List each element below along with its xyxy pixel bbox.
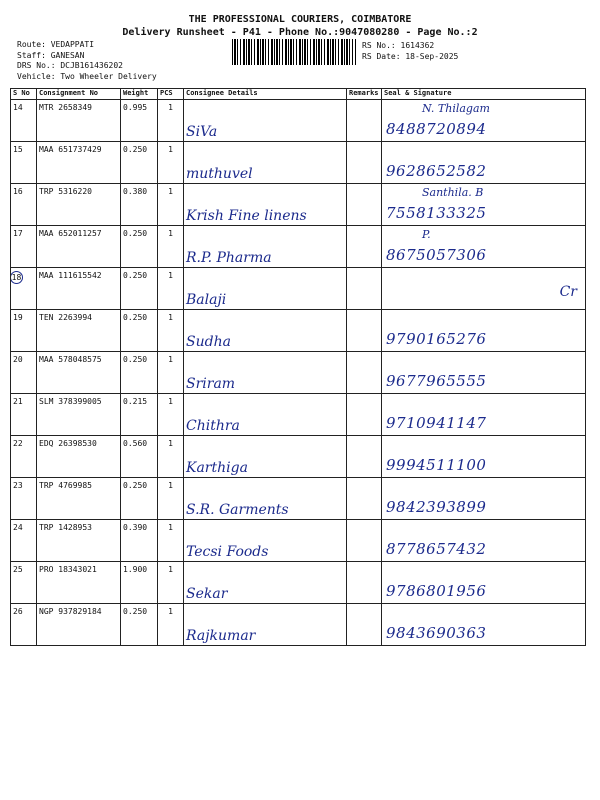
- table-row: [11, 562, 586, 604]
- signature-area: [382, 352, 585, 392]
- consignment-number: PRO 18343021: [39, 565, 97, 574]
- table-row: [11, 142, 586, 184]
- cell-remarks: [347, 520, 382, 562]
- signature-area: [382, 100, 585, 140]
- pcs-value: 1: [168, 271, 173, 280]
- circled-serial-mark: 18: [11, 273, 22, 282]
- cell-remarks: [347, 604, 382, 646]
- pcs-value: 1: [168, 103, 173, 112]
- cell-weight: [121, 226, 158, 268]
- cell-consignee: [184, 562, 347, 604]
- signature-phone: 8778657432: [386, 540, 487, 558]
- cell-consignee: [184, 352, 347, 394]
- cell-sno: [11, 562, 37, 604]
- pcs-value: 1: [168, 397, 173, 406]
- cell-consignment: [37, 226, 121, 268]
- cell-signature: [382, 142, 586, 184]
- runsheet-subtitle: Delivery Runsheet - P41 - Phone No.:9047080280 - Page No.:2: [122, 27, 478, 38]
- cell-weight: [121, 478, 158, 520]
- rs-no-label: RS No.: 1614362: [362, 41, 435, 50]
- signature-area: [382, 478, 585, 518]
- cell-consignment: [37, 352, 121, 394]
- signature-scribble: Cr: [559, 284, 577, 300]
- pcs-value: 1: [168, 313, 173, 322]
- consignee-name: Rajkumar: [186, 628, 256, 644]
- pcs-value: 1: [168, 355, 173, 364]
- cell-pcs: [158, 478, 184, 520]
- cell-consignee: [184, 520, 347, 562]
- consignment-number: NGP 937829184: [39, 607, 102, 616]
- cell-sno: [11, 520, 37, 562]
- delivery-table: [10, 88, 586, 646]
- table-row: [11, 352, 586, 394]
- cell-consignment: [37, 268, 121, 310]
- signature-phone: 8675057306: [386, 246, 487, 264]
- serial-number: 15: [13, 145, 23, 154]
- pcs-value: 1: [168, 439, 173, 448]
- cell-consignment: [37, 604, 121, 646]
- cell-consignee: [184, 226, 347, 268]
- weight-value: 0.380: [123, 187, 148, 196]
- signature-phone: 9790165276: [386, 330, 487, 348]
- cell-signature: [382, 226, 586, 268]
- weight-value: 0.250: [123, 271, 148, 280]
- pcs-value: 1: [168, 565, 173, 574]
- cell-sno: [11, 478, 37, 520]
- signature-area: [382, 436, 585, 476]
- consignee-name: Krish Fine linens: [186, 208, 307, 224]
- serial-number: 23: [13, 481, 23, 490]
- cell-consignment: [37, 100, 121, 142]
- weight-value: 0.250: [123, 481, 148, 490]
- signature-area: [382, 604, 585, 644]
- signature-phone: 9842393899: [386, 498, 487, 516]
- cell-weight: [121, 520, 158, 562]
- cell-remarks: [347, 562, 382, 604]
- route-label: Route: VEDAPPATI: [17, 40, 95, 49]
- cell-weight: [121, 268, 158, 310]
- cell-consignee: [184, 100, 347, 142]
- serial-number: 25: [13, 565, 23, 574]
- cell-consignee: [184, 394, 347, 436]
- consignee-name: muthuvel: [186, 166, 253, 182]
- cell-signature: [382, 394, 586, 436]
- consignee-name: Sudha: [186, 334, 231, 350]
- pcs-value: 1: [168, 523, 173, 532]
- cell-consignment: [37, 310, 121, 352]
- cell-consignment: [37, 142, 121, 184]
- consignment-number: MTR 2658349: [39, 103, 92, 112]
- consignee-name: Tecsi Foods: [186, 544, 269, 560]
- cell-remarks: [347, 436, 382, 478]
- cell-sno: [11, 268, 37, 310]
- serial-number: 22: [13, 439, 23, 448]
- runsheet-meta-right: [362, 41, 458, 62]
- cell-pcs: [158, 142, 184, 184]
- signature-phone: 9994511100: [386, 456, 487, 474]
- runsheet-meta-left: [17, 40, 157, 82]
- cell-consignee: [184, 604, 347, 646]
- signature-name: N. Thilagam: [422, 102, 490, 115]
- col-header-remarks: Remarks: [347, 89, 382, 100]
- cell-sno: [11, 352, 37, 394]
- cell-pcs: [158, 226, 184, 268]
- consignment-number: MAA 111615542: [39, 271, 102, 280]
- weight-value: 0.250: [123, 229, 148, 238]
- consignee-name: Sriram: [186, 376, 236, 392]
- signature-area: [382, 562, 585, 602]
- pcs-value: 1: [168, 229, 173, 238]
- signature-area: [382, 310, 585, 350]
- cell-remarks: [347, 226, 382, 268]
- signature-area: [382, 184, 585, 224]
- cell-signature: [382, 352, 586, 394]
- col-header-signature: Seal & Signature: [382, 89, 586, 100]
- company-title: THE PROFESSIONAL COURIERS, COIMBATORE: [188, 14, 412, 25]
- signature-phone: 9843690363: [386, 624, 487, 642]
- weight-value: 0.390: [123, 523, 148, 532]
- serial-number: 26: [13, 607, 23, 616]
- table-row: [11, 520, 586, 562]
- cell-remarks: [347, 268, 382, 310]
- delivery-table-container: [10, 88, 585, 646]
- consignment-number: MAA 652011257: [39, 229, 102, 238]
- cell-consignee: [184, 478, 347, 520]
- signature-area: [382, 520, 585, 560]
- serial-number: 19: [13, 313, 23, 322]
- signature-area: [382, 142, 585, 182]
- pcs-value: 1: [168, 187, 173, 196]
- table-row: [11, 268, 586, 310]
- cell-signature: [382, 604, 586, 646]
- weight-value: 0.250: [123, 313, 148, 322]
- cell-pcs: [158, 604, 184, 646]
- pcs-value: 1: [168, 607, 173, 616]
- consignee-name: S.R. Garments: [186, 502, 289, 518]
- pcs-value: 1: [168, 145, 173, 154]
- weight-value: 0.995: [123, 103, 148, 112]
- cell-weight: [121, 352, 158, 394]
- cell-pcs: [158, 394, 184, 436]
- table-row: [11, 436, 586, 478]
- pcs-value: 1: [168, 481, 173, 490]
- signature-area: [382, 226, 585, 266]
- cell-signature: [382, 310, 586, 352]
- signature-area: [382, 394, 585, 434]
- vehicle-label: Vehicle: Two Wheeler Delivery: [17, 71, 157, 81]
- serial-number: 21: [13, 397, 23, 406]
- weight-value: 0.560: [123, 439, 148, 448]
- barcode-image: [232, 39, 356, 65]
- cell-signature: [382, 520, 586, 562]
- weight-value: 1.900: [123, 565, 148, 574]
- consignment-number: TRP 4769985: [39, 481, 92, 490]
- signature-phone: 9710941147: [386, 414, 487, 432]
- cell-remarks: [347, 310, 382, 352]
- cell-remarks: [347, 142, 382, 184]
- cell-consignee: [184, 142, 347, 184]
- cell-weight: [121, 394, 158, 436]
- cell-consignee: [184, 310, 347, 352]
- consignment-number: EDQ 26398530: [39, 439, 97, 448]
- cell-signature: [382, 478, 586, 520]
- signature-phone: 8488720894: [386, 120, 487, 138]
- consignee-name: R.P. Pharma: [186, 250, 272, 266]
- cell-sno: [11, 100, 37, 142]
- cell-weight: [121, 562, 158, 604]
- drs-label: DRS No.: DCJB161436202: [17, 61, 123, 70]
- staff-label: Staff: GANESAN: [17, 50, 85, 60]
- cell-consignment: [37, 394, 121, 436]
- serial-number: 14: [13, 103, 23, 112]
- serial-number: 17: [13, 229, 23, 238]
- weight-value: 0.250: [123, 145, 148, 154]
- cell-sno: [11, 184, 37, 226]
- cell-consignment: [37, 436, 121, 478]
- cell-consignment: [37, 562, 121, 604]
- serial-number: 24: [13, 523, 23, 532]
- cell-remarks: [347, 394, 382, 436]
- consignment-number: MAA 651737429: [39, 145, 102, 154]
- cell-consignee: [184, 268, 347, 310]
- cell-signature: [382, 268, 586, 310]
- cell-weight: [121, 310, 158, 352]
- consignee-name: Chithra: [186, 418, 240, 434]
- cell-weight: [121, 100, 158, 142]
- table-row: [11, 310, 586, 352]
- table-row: [11, 100, 586, 142]
- consignment-number: TRP 1428953: [39, 523, 92, 532]
- cell-sno: [11, 226, 37, 268]
- consignee-name: SiVa: [186, 124, 218, 140]
- signature-area: [382, 268, 585, 308]
- cell-signature: [382, 184, 586, 226]
- table-row: [11, 184, 586, 226]
- cell-consignment: [37, 184, 121, 226]
- cell-pcs: [158, 310, 184, 352]
- cell-pcs: [158, 520, 184, 562]
- consignment-number: MAA 578048575: [39, 355, 102, 364]
- cell-pcs: [158, 562, 184, 604]
- consignment-number: TRP 5316220: [39, 187, 92, 196]
- cell-remarks: [347, 352, 382, 394]
- weight-value: 0.250: [123, 355, 148, 364]
- col-header-weight: Weight: [121, 89, 158, 100]
- signature-phone: 9628652582: [386, 162, 487, 180]
- cell-sno: [11, 436, 37, 478]
- col-header-consignment: Consignment No: [37, 89, 121, 100]
- table-header-row: [11, 89, 586, 100]
- consignment-number: TEN 2263994: [39, 313, 92, 322]
- col-header-consignee: Consignee Details: [184, 89, 347, 100]
- signature-phone: 9677965555: [386, 372, 487, 390]
- cell-remarks: [347, 100, 382, 142]
- cell-pcs: [158, 184, 184, 226]
- serial-number: 20: [13, 355, 23, 364]
- col-header-pcs: PCS: [158, 89, 184, 100]
- cell-pcs: [158, 100, 184, 142]
- cell-weight: [121, 142, 158, 184]
- cell-pcs: [158, 436, 184, 478]
- cell-consignee: [184, 184, 347, 226]
- cell-consignee: [184, 436, 347, 478]
- consignee-name: Sekar: [186, 586, 228, 602]
- signature-phone: 7558133325: [386, 204, 487, 222]
- signature-name: Santhila. B: [422, 186, 484, 199]
- cell-sno: [11, 604, 37, 646]
- cell-sno: [11, 310, 37, 352]
- cell-sno: [11, 394, 37, 436]
- table-row: [11, 478, 586, 520]
- cell-remarks: [347, 184, 382, 226]
- consignee-name: Karthiga: [186, 460, 248, 476]
- weight-value: 0.215: [123, 397, 148, 406]
- cell-signature: [382, 100, 586, 142]
- table-row: [11, 394, 586, 436]
- signature-phone: 9786801956: [386, 582, 487, 600]
- weight-value: 0.250: [123, 607, 148, 616]
- cell-weight: [121, 604, 158, 646]
- serial-number: 16: [13, 187, 23, 196]
- cell-weight: [121, 184, 158, 226]
- cell-consignment: [37, 478, 121, 520]
- cell-sno: [11, 142, 37, 184]
- cell-pcs: [158, 352, 184, 394]
- consignment-number: SLM 378399005: [39, 397, 102, 406]
- consignee-name: Balaji: [186, 292, 227, 308]
- cell-signature: [382, 436, 586, 478]
- signature-name: P.: [422, 228, 431, 241]
- col-header-sno: S No: [11, 89, 37, 100]
- cell-signature: [382, 562, 586, 604]
- cell-remarks: [347, 478, 382, 520]
- cell-consignment: [37, 520, 121, 562]
- cell-pcs: [158, 268, 184, 310]
- cell-weight: [121, 436, 158, 478]
- rs-date-label: RS Date: 18-Sep-2025: [362, 51, 459, 61]
- table-row: [11, 226, 586, 268]
- table-row: [11, 604, 586, 646]
